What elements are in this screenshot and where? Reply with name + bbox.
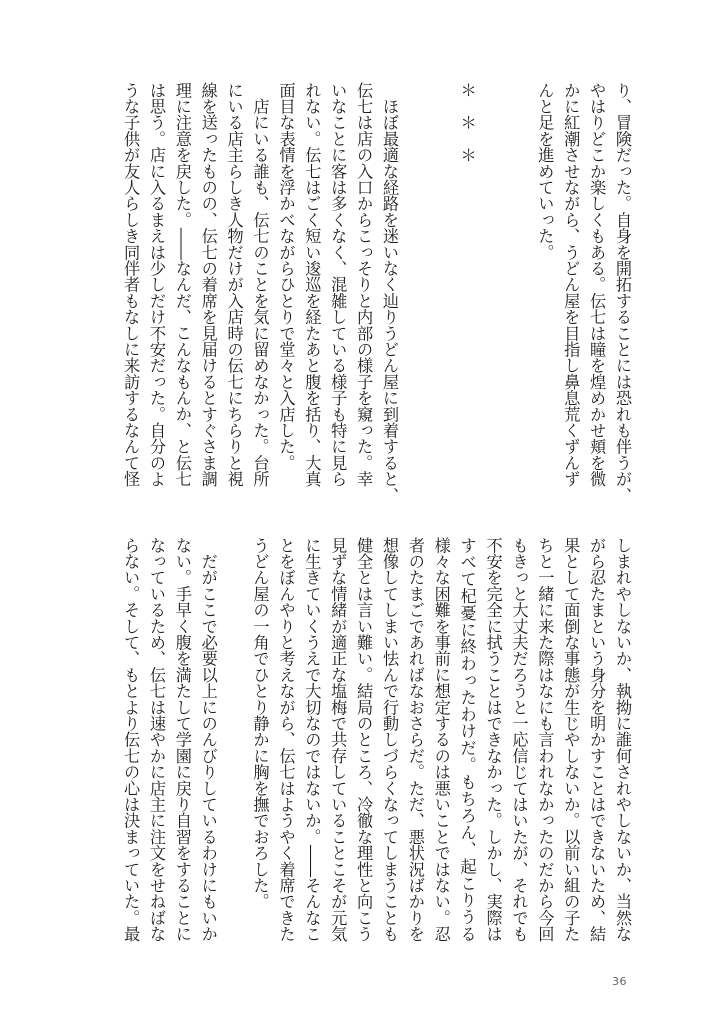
- bottom-text-block: [117, 537, 635, 942]
- text-line: だがここで必要以上にのんびりしているわけにもいか: [198, 537, 218, 942]
- text-line: 理に注意を戻した。――なんだ、こんなもんか、と伝七: [172, 82, 192, 487]
- text-line: 店にいる誰も、伝七のことを気に留めなかった。台所: [250, 82, 270, 487]
- text-line: に生きていくうえで大切なのではないか。――そんなこ: [302, 537, 322, 942]
- text-line: やはりどこか楽しくもある。伝七は瞳を煌めかせ頬を微: [587, 82, 607, 487]
- text-line: 見ずな情緒が適正な塩梅で共存していることこそが元気: [328, 537, 348, 942]
- text-line: 線を送ったものの、伝七の着席を見届けるとすぐさま調: [198, 82, 218, 487]
- text-line: 面目な表情を浮かべながらひとりで堂々と入店した。: [276, 82, 296, 471]
- blank-line: [402, 82, 428, 487]
- text-line: れない。伝七はごく短い逡巡を経たあと腹を括り、大真: [302, 82, 322, 487]
- text-line: かに紅潮させながら、うどん屋を目指し鼻息荒くずんず: [561, 82, 581, 487]
- text-line: うな子供が友人らしき同伴者もなしに来訪するなんて怪: [121, 82, 141, 487]
- text-line: 伝七は店の入口からこっそりと内部の様子を窺った。幸: [354, 82, 374, 487]
- text-line: ちと一緒に来た際はなにも言われなかったのだから今回: [535, 537, 555, 942]
- text-line: らない。そして、もとより伝七の心は決まっていた。最: [121, 537, 141, 942]
- blank-line: [428, 82, 454, 487]
- blank-line: [221, 537, 247, 942]
- text-line: にいる店主らしき人物だけが入店時の伝七にちらりと視: [224, 82, 244, 487]
- text-line: 者のたまごであればなおさらだ。ただ、悪状況ばかりを: [405, 537, 425, 942]
- page-number: 36: [612, 975, 627, 988]
- text-line: なっているため、伝七は速やかに店主に注文をせねばな: [146, 537, 166, 942]
- blank-line: [506, 82, 532, 487]
- text-line: 健全とは言い難い。結局のところ、冷徹な理性と向こう: [354, 537, 374, 942]
- text-line: 不安を完全に拭うことはできなかった。しかし、実際は: [483, 537, 503, 942]
- text-line: すべて杞憂に終わったわけだ。もちろん、起こりうる: [457, 537, 477, 942]
- text-line: いなことに客は多くなく、混雑している様子も特に見ら: [328, 82, 348, 487]
- text-line: しまれやしないか、執拗に誰何されやしないか、当然な: [613, 537, 632, 942]
- text-line: とをぼんやりと考えながら、伝七はようやく着席できた: [276, 537, 296, 942]
- text-line: り、冒険だった。自身を開拓することには恐れも伴うが、: [613, 82, 632, 504]
- text-line: 想像してしまい怯んで行動しづらくなってしまうことも: [379, 537, 399, 942]
- blank-line: [480, 82, 506, 487]
- text-line: がら忍たまという身分を明かすことはできないため、結: [587, 537, 607, 942]
- text-line: うどん屋の一角でひとり静かに胸を撫でおろした。: [250, 537, 270, 910]
- text-line: は思う。店に入るまえは少しだけ不安だった。自分のよ: [146, 82, 166, 487]
- text-line: 果として面倒な事態が生じやしないか。以前い組の子た: [561, 537, 581, 942]
- top-text-block: [117, 82, 635, 504]
- text-line: もきっと大丈夫だろうと一応信じてはいたが、それでも: [509, 537, 529, 942]
- text-line: ない。手早く腹を満たして学園に戻り自習をすることに: [172, 537, 192, 942]
- text-line: んと足を進めていった。: [535, 82, 555, 261]
- text-line: ほぼ最適な経路を迷いなく辿りうどん屋に到着すると、: [379, 82, 399, 504]
- scene-break-asterisks: ＊ ＊ ＊: [457, 82, 477, 163]
- text-line: 様々な困難を事前に想定するのは悪いことではない。忍: [431, 537, 451, 942]
